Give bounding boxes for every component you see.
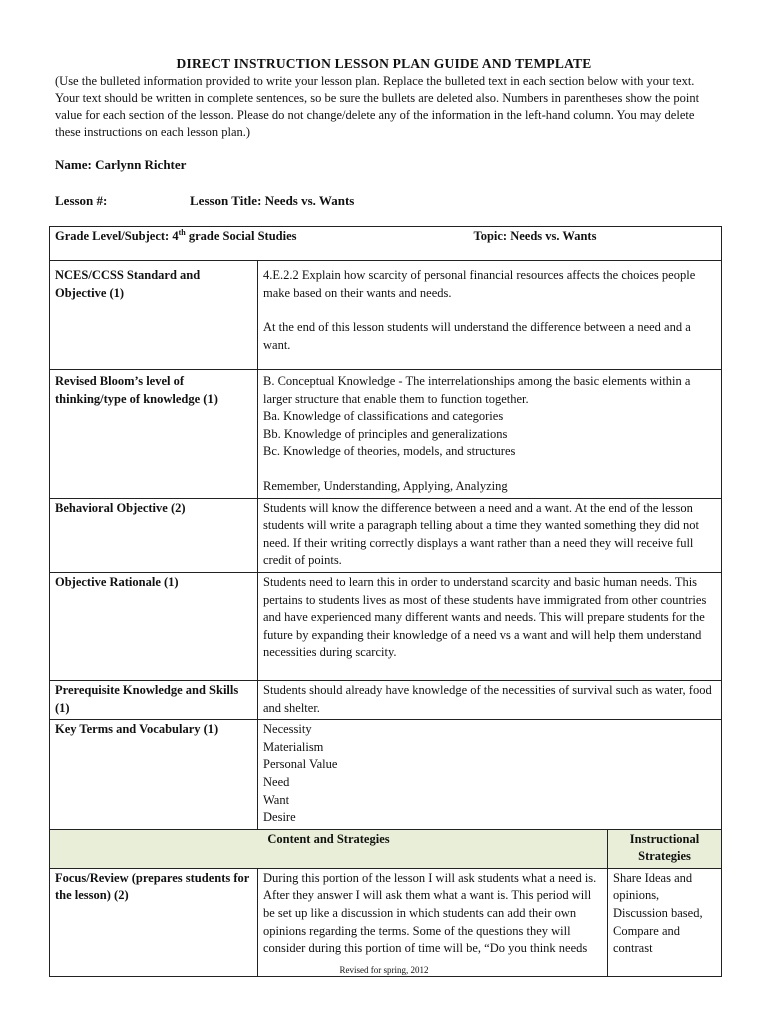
row-label: NCES/CCSS Standard and Objective (1) (50, 261, 258, 370)
instructional-strategies-header: Instructional Strategies (608, 829, 722, 868)
row-label: Objective Rationale (1) (50, 572, 258, 680)
rationale-content: Students need to learn this in order to understand scarcity and basic human needs. This pertains to students lives as most of these students have immigrated from other countries and have experienced many different wants and needs. This will prepare students for the future by expanding their knowledge of a need vs a want and will help them understand necessities during scarcity. (258, 572, 722, 680)
grade-row (50, 227, 722, 261)
vocab-term: Materialism (263, 739, 324, 754)
bloom-line: Bc. Knowledge of theories, models, and structures (263, 444, 516, 459)
row-label: Focus/Review (prepares students for the lesson) (2) (50, 868, 258, 976)
behavioral-row (50, 498, 722, 572)
topic: Topic: Needs vs. Wants (473, 229, 597, 243)
row-label: Revised Bloom’s level of thinking/type of knowledge (1) (50, 370, 258, 499)
bloom-levels: Remember, Understanding, Applying, Analyzing (263, 478, 508, 493)
bloom-content (258, 370, 722, 499)
focus-content: During this portion of the lesson I will ask students what a need is. After they answer I will ask them what a want is. This period will be set up like a discussion in which students can add their own opinions regarding the terms. Some of the questions they will consider during this portion of time will be, “Do you think needs (258, 868, 608, 976)
bloom-line: B. Conceptual Knowledge - The interrelationships among the basic elements within a larger structure that enable them to function together. (263, 374, 691, 406)
vocab-row (50, 720, 722, 830)
vocab-term: Desire (263, 810, 296, 825)
row-label: Key Terms and Vocabulary (1) (50, 720, 258, 830)
vocab-term: Personal Value (263, 757, 338, 772)
row-label: Behavioral Objective (2) (50, 498, 258, 572)
standard-text: 4.E.2.2 Explain how scarcity of personal financial resources affects the choices people make based on their wants and needs. (263, 268, 696, 300)
row-label: Prerequisite Knowledge and Skills (1) (50, 680, 258, 719)
lesson-title: Lesson Title: Needs vs. Wants (190, 193, 355, 208)
content-strategies-header: Content and Strategies (50, 829, 608, 868)
bloom-line: Ba. Knowledge of classifications and categories (263, 409, 504, 424)
instructions-text: (Use the bulleted information provided to write your lesson plan. Replace the bulleted text in each section below with your text. Your text should be written in complete sentences, so be sure the bullets are deleted also. Numbers in parentheses show the point value for each section of the lesson. Please do not change/delete any of the information in the left-hand column. You may delete these instructions on each lesson plan.) (55, 74, 700, 139)
standard-content (258, 261, 722, 370)
behavioral-content: Students will know the difference between a need and a want. At the end of the lesson students will write a paragraph telling about a time they wanted something they did not need. If their writing correctly displays a want rather than a need they will receive full credit of points. (258, 498, 722, 572)
prereq-content: Students should already have knowledge of the necessities of survival such as water, food and shelter. (258, 680, 722, 719)
grade-cell (50, 227, 722, 261)
lesson-number: Lesson #: (55, 193, 108, 208)
vocab-content (258, 720, 722, 830)
rationale-row (50, 572, 722, 680)
focus-row (50, 868, 722, 976)
objective-text: At the end of this lesson students will understand the difference between a need and a want. (263, 320, 691, 352)
vocab-term: Want (263, 792, 290, 807)
lesson-plan-table (49, 226, 722, 977)
vocab-term: Need (263, 774, 290, 789)
strategies-header-row (50, 829, 722, 868)
prereq-row (50, 680, 722, 719)
bloom-line: Bb. Knowledge of principles and generalizations (263, 426, 508, 441)
name-line: Name: Carlynn Richter (55, 157, 187, 172)
footer-note: Revised for spring, 2012 (339, 965, 429, 975)
vocab-term: Necessity (263, 722, 312, 737)
lesson-line (55, 193, 715, 209)
bloom-row (50, 370, 722, 499)
page-title: DIRECT INSTRUCTION LESSON PLAN GUIDE AND TEMPLATE (176, 56, 592, 71)
focus-strategies: Share Ideas and opinions, Discussion based, Compare and contrast (608, 868, 722, 976)
grade-level: Grade Level/Subject: 4th grade Social Studies (55, 227, 297, 243)
standard-row (50, 261, 722, 370)
